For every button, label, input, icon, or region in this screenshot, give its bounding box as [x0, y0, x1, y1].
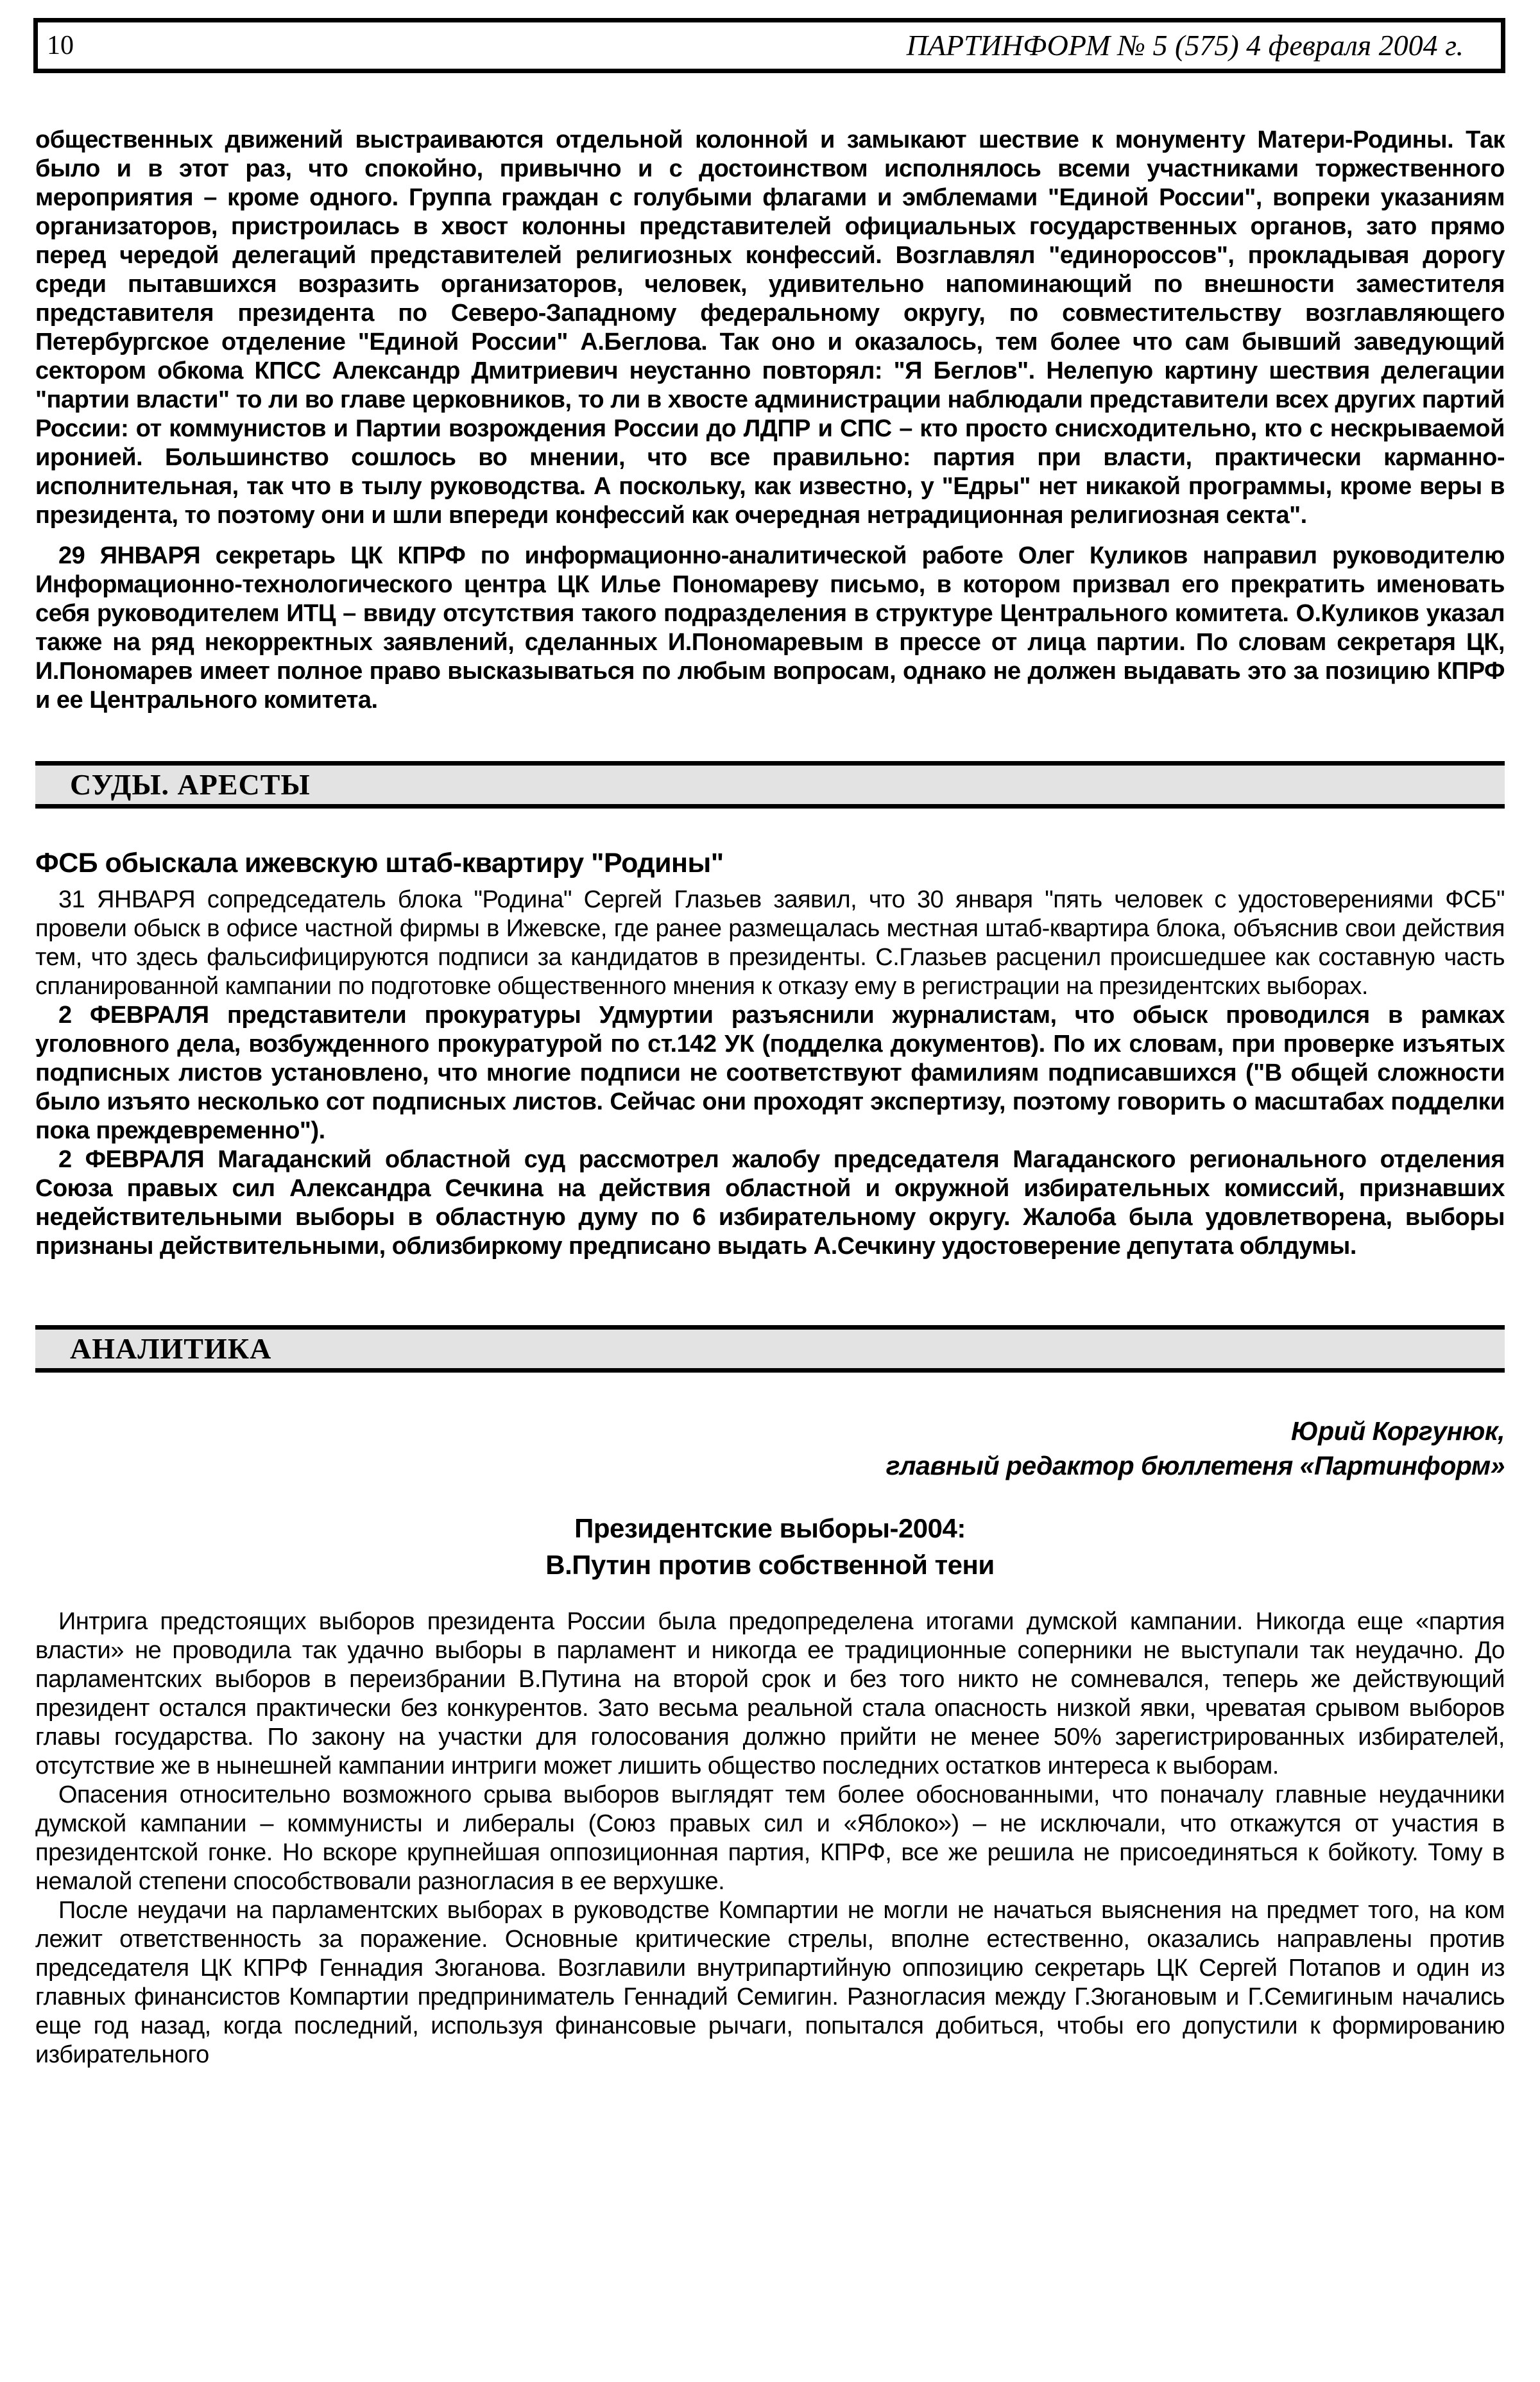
paragraph: 29 ЯНВАРЯ секретарь ЦК КПРФ по информационно-аналитической работе Олег Куликов направил руководителю Информационно-технологического центра ЦК Илье Пономареву письмо, в котором призвал его прекратить именовать себя руководителем ИТЦ – ввиду отсутствия такого подразделения в структуре Центрального комитета. О.Куликов указал также на ряд некорректных заявлений, сделанных И.Пономаревым в прессе от лица партии. По словам секретаря ЦК, И.Пономарев имеет полное право высказываться по любым вопросам, однако не должен выдавать это за позицию КПРФ и ее Центрального комитета.: [35, 542, 1505, 714]
article-title-line2: В.Путин против собственной тени: [545, 1550, 995, 1580]
paragraph: Опасения относительно возможного срыва выборов выглядят тем более обоснованными, что поначалу главные неудачники думской кампании – коммунисты и либералы (Союз правых сил и «Яблоко») – не исключали, что откажутся от участия в президентской гонке. Но вскоре крупнейшая оппозиционная партия, КПРФ, все же решила не присоединяться к бойкоту. Тому в немалой степени способствовали разногласия в ее верхушке.: [35, 1781, 1505, 1895]
article-heading: ФСБ обыскала ижевскую штаб-квартиру "Родины": [35, 848, 724, 878]
byline-role: главный редактор бюллетеня «Партинформ»: [886, 1451, 1505, 1480]
paragraph: 2 ФЕВРАЛЯ Магаданский областной суд рассмотрел жалобу председателя Магаданского регионального отделения Союза правых сил Александра Сечкина на действия областной и окружной избирательных комиссий, признавших недействительными выборы в областную думу по 6 избирательному округу. Жалоба была удовлетворена, выборы признаны действительными, облизбиркому предписано выдать А.Сечкину удостоверение депутата облдумы.: [35, 1146, 1505, 1260]
article-title-line1: Президентские выборы-2004:: [574, 1513, 966, 1543]
section-header-courts: [35, 761, 1505, 809]
bulletin-title: ПАРТИНФОРМ № 5 (575) 4 февраля 2004 г.: [906, 29, 1464, 62]
page-number: 10: [47, 31, 74, 60]
section-label: АНАЛИТИКА: [70, 1332, 272, 1365]
page-header: [33, 18, 1505, 73]
paragraph: Интрига предстоящих выборов президента России была предопределена итогами думской кампании. Никогда еще «партия власти» не проводила так удачно выборы в парламент и никогда ее традиционные соперники не выступали так неудачно. До парламентских выборов в переизбрании В.Путина на второй срок и без того никто не сомневался, теперь же действующий президент остался практически без конкурентов. Зато весьма реальной стала опасность низкой явки, чреватая срывом выборов главы государства. По закону на участки для голосования должно прийти не менее 50% зарегистрированных избирателей, отсутствие же в нынешней кампании интриги может лишить общество последних остатков интереса к выборам.: [35, 1608, 1505, 1779]
page-content: [35, 126, 1505, 2069]
paragraph: общественных движений выстраиваются отдельной колонной и замыкают шествие к монументу Матери-Родины. Так было и в этот раз, что спокойно, привычно и с достоинством исполнялось всеми участниками торжественного мероприятия – кроме одного. Группа граждан с голубыми флагами и эмблемами "Единой России", вопреки указаниям организаторов, пристроилась в хвост колонны представителей официальных государственных органов, зато прямо перед чередой делегаций представителей религиозных конфессий. Возглавлял "единороссов", прокладывая дорогу среди пытавшихся возразить организаторов, человек, удивительно напоминающий по внешности заместителя представителя президента по Северо-Западному федеральному округу, по совместительству возглавляющего Петербургское отделение "Единой России" А.Беглова. Так оно и оказалось, тем более что сам бывший заведующий сектором обкома КПСС Александр Дмитриевич неустанно повторял: "Я Беглов". Нелепую картину шествия делегации "партии власти" то ли во главе церковников, то ли в хвосте администрации наблюдали представители всех других партий России: от коммунистов и Партии возрождения России до ЛДПР и СПС – кто просто снисходительно, кто с нескрываемой иронией. Большинство сошлось во мнении, что все правильно: партия при власти, практически карманно-исполнительная, так что в тылу руководства. А поскольку, как известно, у "Едры" нет никакой программы, кроме веры в президента, то поэтому они и шли впереди конфессий как очередная нетрадиционная религиозная секта".: [35, 126, 1505, 529]
paragraph: После неудачи на парламентских выборах в руководстве Компартии не могли не начаться выяснения на предмет того, на ком лежит ответственность за поражение. Основные критические стрелы, вполне естественно, оказались направлены против председателя ЦК КПРФ Геннадия Зюганова. Возглавили внутрипартийную оппозицию секретарь ЦК Сергей Потапов и один из главных финансистов Компартии предприниматель Геннадий Семигин. Разногласия между Г.Зюгановым и Г.Семигиным начались еще год назад, когда последний, используя финансовые рычаги, попытался добиться, чтобы его допустили к формированию избирательного: [35, 1897, 1505, 2068]
spacer: [35, 530, 1505, 542]
paragraph: 31 ЯНВАРЯ сопредседатель блока "Родина" Сергей Глазьев заявил, что 30 января "пять человек с удостоверениями ФСБ" провели обыск в офисе частной фирмы в Ижевске, где ранее размещалась местная штаб-квартира блока, объяснив свои действия тем, что здесь фальсифицируются подписи за кандидатов в президенты. С.Глазьев расценил происшедшее как составную часть спланированной кампании по подготовке общественного мнения к отказу ему в регистрации на президентских выборах.: [35, 886, 1505, 1000]
article-title: [35, 1510, 1505, 1583]
paragraph: 2 ФЕВРАЛЯ представители прокуратуры Удмуртии разъяснили журналистам, что обыск проводился в рамках уголовного дела, возбужденного прокуратурой по ст.142 УК (подделка документов). По их словам, при проверке изъятых подписных листов установлено, что многие подписи не соответствуют фамилиям подписавшихся ("В общей сложности было изъято несколько сот подписных листов. Сейчас они проходят экспертизу, поэтому говорить о масштабах подделки пока преждевременно").: [35, 1002, 1505, 1144]
section-label: СУДЫ. АРЕСТЫ: [70, 768, 311, 801]
section-header-analytics: [35, 1325, 1505, 1373]
byline: [35, 1414, 1505, 1483]
byline-author: Юрий Коргунюк,: [1290, 1416, 1505, 1446]
